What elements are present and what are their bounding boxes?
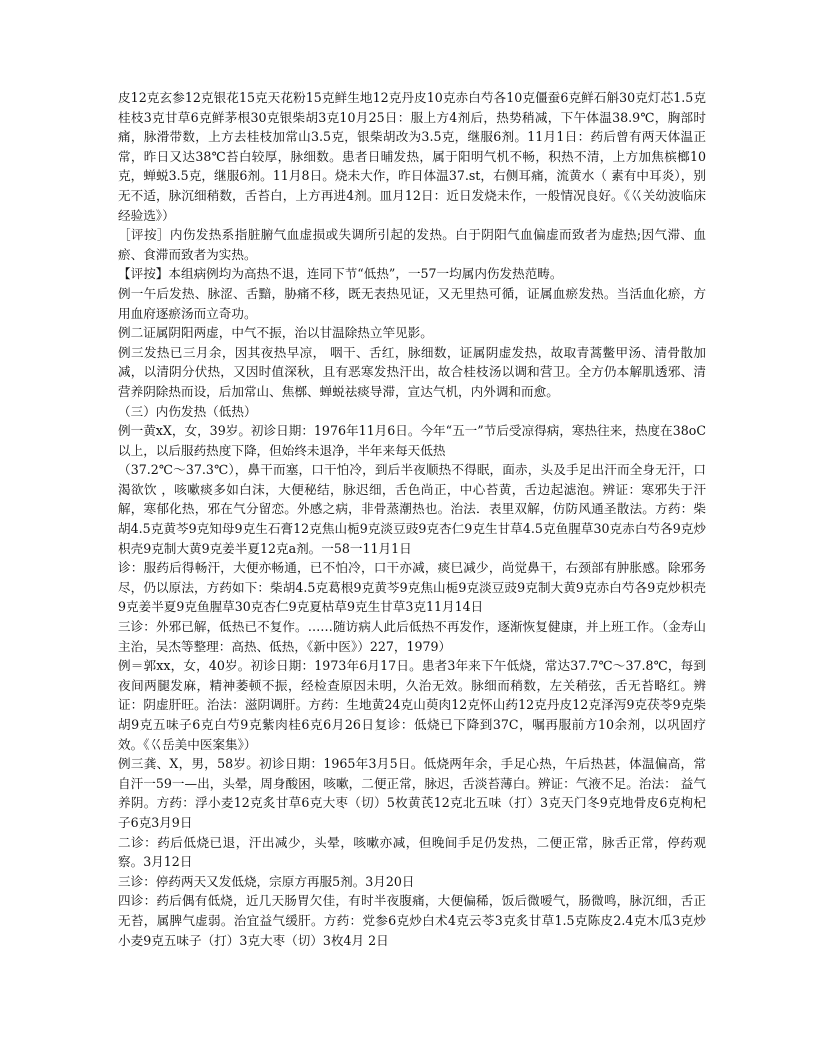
paragraph-case-three-summary: 例三发热已三月余，因其夜热早凉， 咽干、舌红，脉细数，证属阴虚发热，故取青蒿鳖甲汤、清骨散加减，以清阴分伏热，又因时值深秋，且有恶寒发热汗出，故合桂枝汤以调和营卫。全方仍本解肌透邪、清营养阴除热而设，后加常山、焦槨、蝉蜕祛痰导滞，宣达气机，内外调和而愈。 xyxy=(118,344,706,399)
paragraph-low-fever-case-one-detail: （37.2℃～37.3℃），鼻干而塞，口干怕冷，到后半夜顺热不得眠，面赤，头及手足出汗而全身无汗，口渴欲饮 ，咳嗽痰多如白沫，大便秘结，脉迟细，舌色尚正，中心苔黄，舌边起滤泡。辨证：寒邪失于汗解，寒郁化热，邪在气分留恋。外感之病，非骨蒸潮热也。治法．表里双解，仿防风通圣散法。方药：柴胡4.5克黄芩9克知母9克生石膏12克焦山栀9克淡豆豉9克杏仁9克生甘草4.5克鱼腥草30克赤白芍各9克炒枳壳9克制大黄9克姜半夏12克a剂。一58一11月1日 xyxy=(118,462,706,556)
paragraph-case-three-fourth-visit: 四诊：药后偶有低烧，近几天肠胃欠佳，有时半夜腹痛，大便偏稀，饭后微嗳气，肠微鸣，脉沉细，舌正无苔，属脾气虚弱。治宜益气缓肝。方药：党参6克炒白术4克云苓3克炙甘草1.5克陈皮2.4克木瓜3克炒小麦9克五味子（打）3克大枣（切）3枚4月 2日 xyxy=(118,893,706,948)
paragraph-case-three-third-visit: 三诊：停药两天又发低烧，宗原方再服5剂。3月20日 xyxy=(118,873,415,889)
paragraph-low-fever-case-three: 例三龚、X，男，58岁。初诊日期：1965年3月5日。低烧两年余，手足心热，午后热甚，体温偏高，常自汗一59一—出，头晕，周身酸困，咳嗽，二便正常，脉迟，舌淡苔薄白。辨证：气液不足。治法： 益气养阴。方药：浮小麦12克炙甘草6克大枣（切）5枚黄芪12克北五味（打）3克天门冬9克地骨皮6克枸杞子6克3月9日 xyxy=(118,756,706,830)
document-body xyxy=(118,88,706,950)
paragraph-prescription-continued: 皮12克玄参12克银花15克天花粉15克鲜生地12克丹皮10克赤白芍各10克僵蚕6克鲜石斛30克灯芯1.5克桂枝3克甘草6克鲜茅根30克银柴胡3克10月25日：服上方4剂后，热势稍减，下午体温38.9℃，胸部时痛，脉滑带数，上方去桂枝加常山3.5克，银柴胡改为3.5克，继服6剂。11月1日：药后曾有两天体温正常，昨日又达38℃苔白较厚，脉细数。患者日晡发热，属于阳明气机不畅，积热不清，上方加焦槟榔10克，蝉蜕3.5克，继服6剂。11月8日。烧未大作，昨日体温37.st，右侧耳痛，流黄水（ 素有中耳炎），别无不适，脉沉细稍数，舌苔白，上方再进4剂。皿月12日：近日发烧未作，一般情况良好。《巜关幼波临床经验选》） xyxy=(118,90,706,223)
paragraph-low-fever-case-two: 例＝郭xx，女，40岁。初诊日期：1973年6月17日。患者3年来下午低烧，常达37.7℃～37.8℃，每到夜间两腿发麻，精神萎顿不振，经检查原因未明，久治无效。脉细而稍数，左关稍弦，舌无苔略红。辨证：阴虚肝旺。治法：滋阴调肝。方药：生地黄24克山萸肉12克怀山药12克丹皮12克泽泻9克茯苓9克柴胡9克五味子6克白芍9克紫肉桂6克6月26日复诊：低烧已下降到37C，嘱再服前方10余剂，以巩固疗效。《巜岳美中医案集》） xyxy=(118,658,706,752)
paragraph-low-fever-case-one: 例一黄xX，女，39岁。初诊日期：1976年11月6日。今年“五一”节后受凉得病，寒热往来，热度在38oC以上，以后服药热度下降，但始终未退净，半年来每天低热 xyxy=(118,423,706,458)
paragraph-commentary-internal-fever: ［评按］内伤发热系指脏腑气血虚损或失调所引起的发热。白于阴阳气血偏虚而致者为虚热;因气滞、血瘀、食滞而致者为实热。 xyxy=(118,227,706,262)
paragraph-commentary-group: 【评按】本组病例均为高热不退，连同下节“低热”，一57一均属内伤发热范畴。 xyxy=(118,266,563,282)
section-heading-low-fever: （三）内伤发热（低热） xyxy=(118,403,257,419)
paragraph-case-three-second-visit: 二诊：药后低烧已退，汗出减少，头晕，咳嗽亦减，但晚间手足仍发热，二便正常，脉舌正常，停药观察。3月12日 xyxy=(118,834,706,870)
paragraph-case-one-summary: 例一午后发热、脉涩、舌黯，胁痛不移，既无表热见证，又无里热可循，证属血瘀发热。当活血化瘀，方用血府逐瘀汤而立奇功。 xyxy=(118,285,706,321)
paragraph-third-visit: 三诊：外邪已解，低热已不复作。……随访病人此后低热不再发作，逐渐恢复健康，并上班工作。（金寿山主治，吴杰等整理：高热、低热，《新中医》）227，1979） xyxy=(118,619,706,654)
paragraph-case-two-summary: 例二证属阴阳两虚，中气不振，治以甘温除热立竿见影。 xyxy=(118,325,433,341)
paragraph-second-visit: 诊：服药后得畅汗，大便亦畅通，已不怕冷，口干亦减，痰巳减少，尚觉鼻干，右颈部有肿胀感。除邪务尽，仍以原法，方药如下：柴胡4.5克葛根9克黄芩9克焦山栀9克淡豆豉9克制大黄9克赤白芍各9克炒枳壳9克姜半夏9克鱼腥草30克杏仁9克夏枯草9克生甘草3克11月14日 xyxy=(118,560,706,615)
